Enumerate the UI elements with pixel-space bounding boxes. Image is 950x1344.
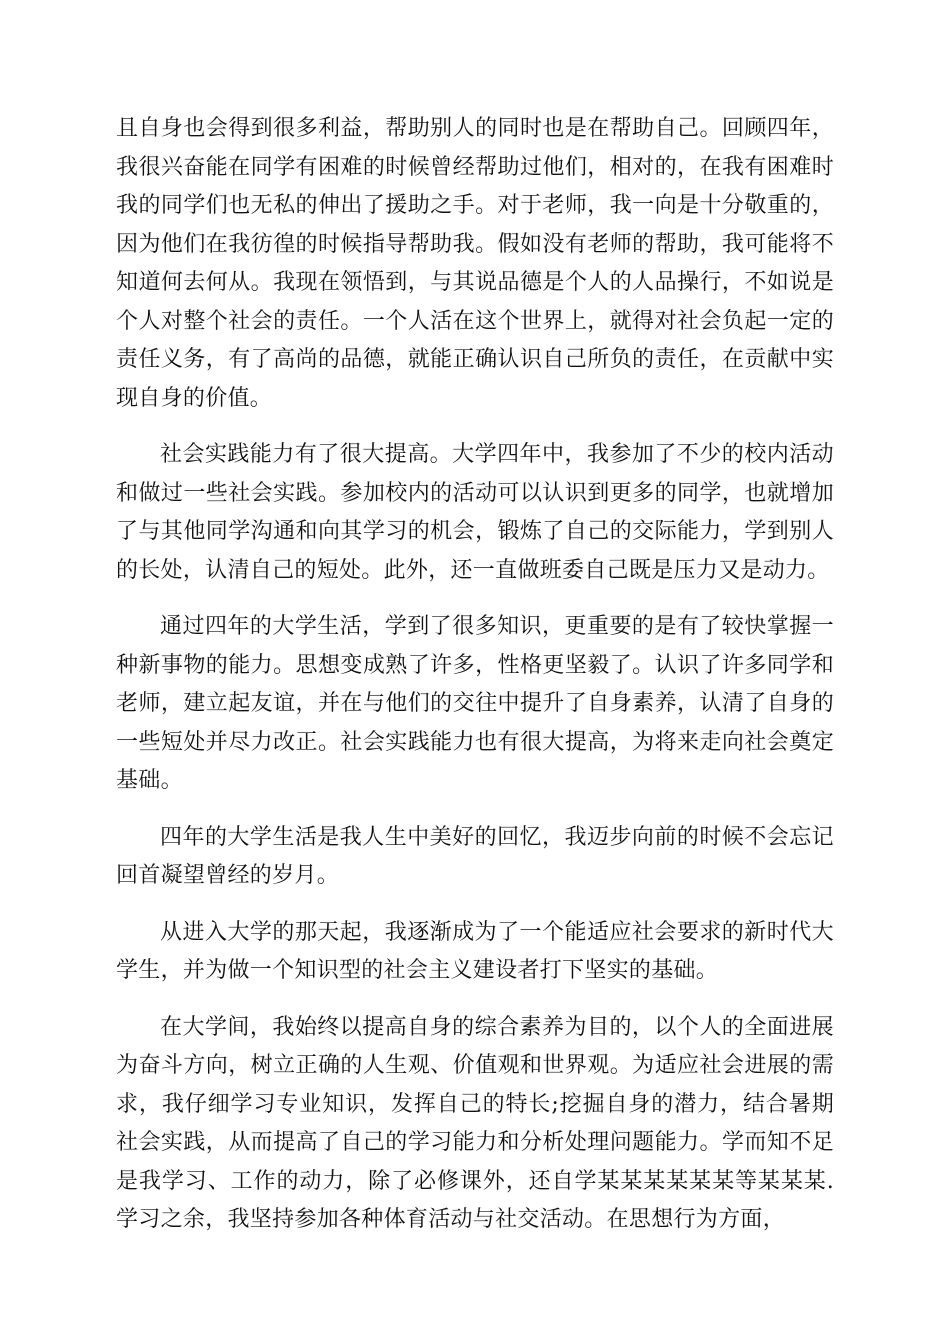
paragraph-four-years: 通过四年的大学生活，学到了很多知识，更重要的是有了较快掌握一种新事物的能力。思想变成熟了许多，性格更坚毅了。认识了许多同学和老师，建立起友谊，并在与他们的交往中提升了自身素养，认清了自身的一些短处并尽力改正。社会实践能力也有很大提高，为将来走向社会奠定基础。 [116, 614, 834, 793]
paragraph-continued: 且自身也会得到很多利益，帮助别人的同时也是在帮助自己。回顾四年，我很兴奋能在同学有困难的时候曾经帮助过他们，相对的，在我有困难时我的同学们也无私的伸出了援助之手。对于老师，我一向是十分敬重的，因为他们在我彷徨的时候指导帮助我。假如没有老师的帮助，我可能将不知道何去何从。我现在领悟到，与其说品德是个人的人品操行，不如说是个人对整个社会的责任。一个人活在这个世界上，就得对社会负起一定的责任义务，有了高尚的品德，就能正确认识自己所负的责任，在贡献中实现自身的价值。 [116, 116, 834, 411]
document-body [116, 110, 834, 1258]
paragraph-during-university: 在大学间，我始终以提高自身的综合素养为目的，以个人的全面进展为奋斗方向，树立正确的人生观、价值观和世界观。为适应社会进展的需求，我仔细学习专业知识，发挥自己的特长;挖掘自身的潜力，结合暑期社会实践，从而提高了自己的学习能力和分析处理问题能力。学而知不足是我学习、工作的动力，除了必修课外，还自学某某某某某某等某某某. 学习之余，我坚持参加各种体育活动与社交活动。在思想行为方面， [116, 1014, 834, 1232]
paragraph-memories: 四年的大学生活是我人生中美好的回忆，我迈步向前的时候不会忘记回首凝望曾经的岁月。 [116, 824, 834, 888]
paragraph-entering-university: 从进入大学的那天起，我逐渐成为了一个能适应社会要求的新时代大学生，并为做一个知识型的社会主义建设者打下坚实的基础。 [116, 919, 834, 983]
paragraph-social-practice: 社会实践能力有了很大提高。大学四年中，我参加了不少的校内活动和做过一些社会实践。参加校内的活动可以认识到更多的同学，也就增加了与其他同学沟通和向其学习的机会，锻炼了自己的交际能力，学到别人的长处，认清自己的短处。此外，还一直做班委自己既是压力又是动力。 [116, 442, 834, 583]
